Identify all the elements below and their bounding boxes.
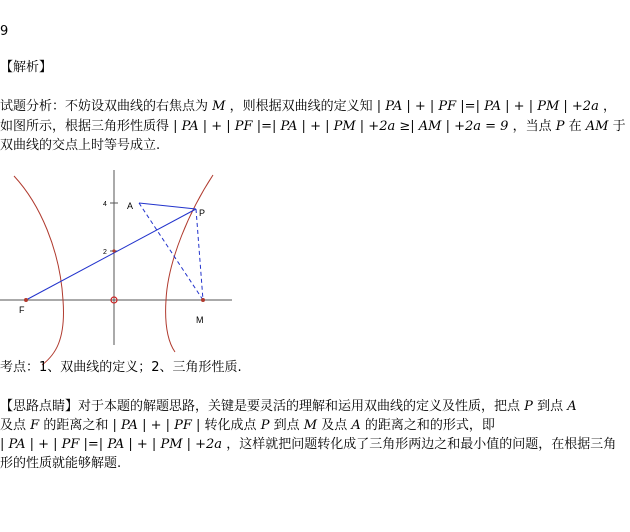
point-p: P (555, 119, 565, 134)
thinking-text: ，这样就把问题转化成了三角形两边之和最小值的问题，在根据三角 (226, 437, 617, 452)
tick-label-2: 2 (103, 249, 107, 256)
point-f: F (30, 418, 40, 433)
thinking-text: 到点 (537, 399, 564, 414)
point-f-marker (24, 298, 28, 302)
segment-am: AM (585, 119, 609, 134)
label-p: P (199, 208, 206, 218)
thinking-line-1 (0, 398, 577, 416)
formula-definition: | PA | + | PF |=| PA | + | PM | +2a (376, 99, 599, 114)
thinking-line-4: 形的性质就能够解题. (0, 456, 122, 471)
segment-am-dashed (139, 203, 206, 300)
analysis-text: 试题分析：不妨设双曲线的右焦点为 (0, 99, 209, 114)
thinking-text: 及点 (321, 418, 348, 433)
analysis-text: 在 (568, 119, 582, 134)
analysis-text: 如图所示，根据三角形性质得 (0, 119, 170, 134)
analysis-text: ，当点 (512, 119, 552, 134)
segment-pf (26, 209, 196, 300)
segment-pm-dashed (196, 208, 206, 300)
hyperbola-left-branch (14, 176, 63, 365)
thinking-text: 的距离之和的形式，即 (364, 418, 495, 433)
thinking-text: 对于本题的解题思路，关键是要灵活的理解和运用双曲线的定义及性质，把点 (78, 399, 521, 414)
label-m: M (196, 315, 204, 325)
tick-label-4: 4 (103, 201, 107, 208)
kaodian-text: 考点：1、双曲线的定义；2、三角形性质. (0, 360, 242, 375)
thinking-text: 到点 (273, 418, 300, 433)
hyperbola-right-branch (166, 175, 213, 352)
point-p: P (524, 399, 533, 414)
point-y2-marker (112, 249, 115, 252)
label-a: A (127, 201, 134, 211)
answer-text: 9 (0, 24, 9, 39)
analysis-text: ，则根据双曲线的定义知 (229, 99, 373, 114)
analysis-text: 于 (612, 119, 626, 134)
thinking-text: 的距离之和 (43, 418, 109, 433)
formula-sum: | PA | + | PF | (112, 418, 201, 433)
point-m: M (303, 418, 318, 433)
thinking-heading: 【思路点睛】 (0, 399, 79, 414)
analysis-line-3: 双曲线的交点上时等号成立. (0, 138, 161, 153)
thinking-text: 转化成点 (204, 418, 257, 433)
label-f: F (19, 305, 25, 315)
point-m: M (212, 99, 226, 114)
point-m-marker (201, 298, 205, 302)
point-a: A (351, 418, 361, 433)
thinking-line-3 (0, 436, 616, 454)
segment-ap (139, 203, 196, 209)
formula-inequality: | PA | + | PF |=| PA | + | PM | +2a ≥| AM | +2a = 9 (173, 119, 509, 134)
thinking-text: 及点 (0, 418, 27, 433)
analysis-heading: 【解析】 (0, 60, 53, 75)
thinking-line-2 (0, 417, 495, 435)
analysis-text: ， (602, 99, 616, 114)
point-p: P (260, 418, 270, 433)
point-a: A (567, 399, 577, 414)
formula-definition: | PA | + | PF |=| PA | + | PM | +2a (0, 437, 223, 452)
